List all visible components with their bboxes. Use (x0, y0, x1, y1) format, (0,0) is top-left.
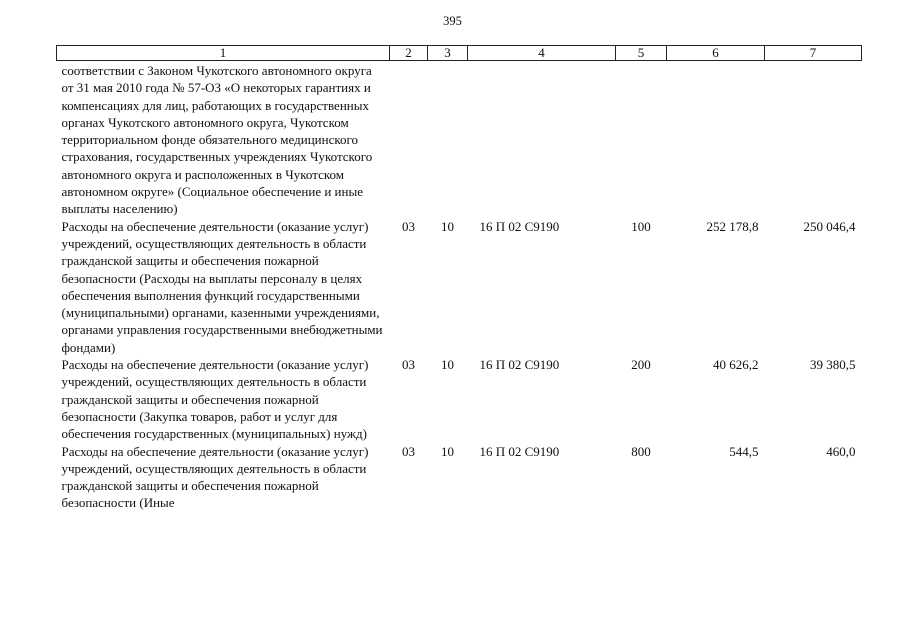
row-subsection: 10 (441, 443, 454, 459)
header-col-4: 4 (468, 46, 616, 61)
row-target-article (468, 61, 616, 218)
row-description: Расходы на обеспечение деятельности (оказание услуг) учреждений, осуществляющих деятельность в области гражданской защиты и обеспечения пожарной безопасности (Закупка товаров, работ и услуг для обеспечения государственных (муниципальных) нужд) (61, 357, 369, 442)
row-expense-type: 200 (631, 357, 651, 373)
budget-table (56, 45, 862, 512)
row-section (390, 61, 428, 218)
header-col-2: 2 (390, 46, 428, 61)
row-target-article: 16 П 02 С9190 (479, 357, 560, 373)
row-amount-1: 40 626,2 (713, 357, 759, 373)
row-subsection: 10 (441, 357, 454, 373)
row-amount-1: 544,5 (729, 443, 759, 459)
header-col-6: 6 (667, 46, 765, 61)
row-section: 03 (402, 443, 415, 459)
table-row (57, 218, 862, 356)
row-description: Расходы на обеспечение деятельности (оказание услуг) учреждений, осуществляющих деятельность в области гражданской защиты и обеспечения пожарной безопасности (Иные (61, 443, 369, 511)
row-expense-type (616, 61, 667, 218)
row-amount-2: 460,0 (826, 443, 856, 459)
row-description: соответствии с Законом Чукотского автономного округа от 31 мая 2010 года № 57-ОЗ «О некоторых гарантиях и компенсациях для лиц, работающих в государственных органах Чукотского автономного округа, Чукотском территориальном фонде обязательного медицинского страхования, государственных учреждениях Чукотского автономного округа и расположенных в Чукотском автономном округе» (Социальное обеспечение и иные выплаты населению) (61, 63, 373, 217)
table-row (57, 443, 862, 512)
row-target-article: 16 П 02 С9190 (479, 443, 560, 459)
table-row (57, 356, 862, 442)
header-col-1: 1 (57, 46, 390, 61)
row-amount-2 (765, 61, 862, 218)
header-col-3: 3 (428, 46, 468, 61)
row-subsection (428, 61, 468, 218)
table-header (57, 46, 862, 61)
row-amount-1 (667, 61, 765, 218)
row-subsection: 10 (441, 218, 454, 234)
row-target-article: 16 П 02 С9190 (479, 218, 560, 234)
header-col-5: 5 (616, 46, 667, 61)
page-number: 395 (443, 14, 462, 28)
row-expense-type: 800 (631, 443, 651, 459)
table-body (57, 61, 862, 512)
row-amount-1: 252 178,8 (706, 218, 759, 234)
row-section: 03 (402, 357, 415, 373)
header-col-7: 7 (765, 46, 862, 61)
row-amount-2: 250 046,4 (803, 218, 856, 234)
row-description: Расходы на обеспечение деятельности (оказание услуг) учреждений, осуществляющих деятельность в области гражданской защиты и обеспечения пожарной безопасности (Расходы на выплаты персоналу в целях обеспечения выполнения функций государственными (муниципальными) органами, казенными учреждениями, органами управления государственными внебюджетными фондами) (61, 218, 383, 355)
row-amount-2: 39 380,5 (810, 357, 856, 373)
row-section: 03 (402, 218, 415, 234)
table-row (57, 61, 862, 218)
header-row (57, 46, 862, 61)
row-expense-type: 100 (631, 218, 651, 234)
